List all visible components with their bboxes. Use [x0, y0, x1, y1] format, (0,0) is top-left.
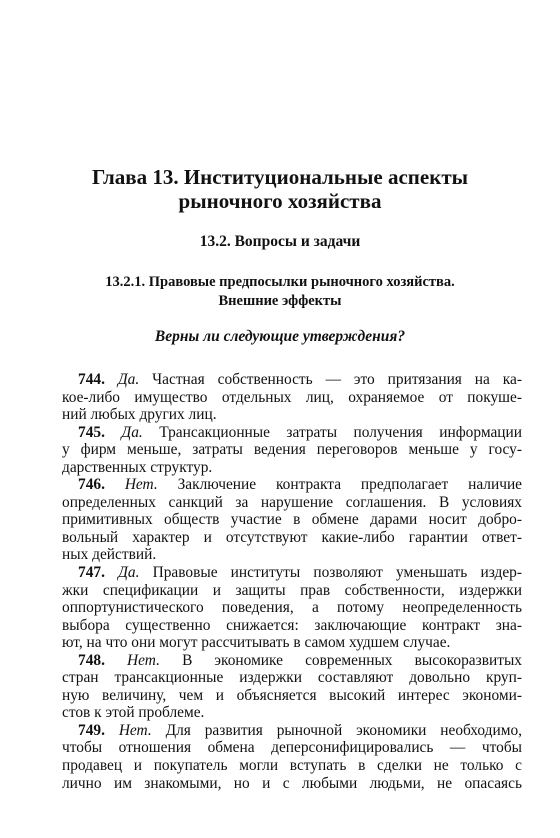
item-number: 747.: [78, 564, 105, 582]
item-number: 746.: [78, 476, 105, 494]
answer-line: продавец и покупатель могли вступать в сделки не только с: [62, 757, 522, 775]
answer-line: кое-либо имущество отдельных лиц, охраняемое от покуше-: [62, 388, 522, 406]
answer-line: вольный характер и отсутствуют какие-либо гарантии ответ-: [62, 528, 522, 546]
answer-line: стов к этой проблеме.: [62, 704, 205, 722]
answers-body: [62, 371, 522, 792]
subsection-title: [0, 273, 560, 311]
answer-line: ную величину, чем и объясняется высокий интерес экономи-: [62, 686, 522, 704]
item-answer: Да.: [118, 564, 140, 582]
item-text: В экономике современных высокоразвитых: [182, 651, 522, 669]
item-text: Правовые институты позволяют уменьшать издер-: [152, 564, 522, 582]
item-number: 748.: [78, 651, 105, 669]
item-answer: Нет.: [127, 651, 160, 669]
answer-line: определенных санкций за нарушение соглашения. В условиях: [62, 493, 522, 511]
subsection-title-line-1: 13.2.1. Правовые предпосылки рыночного хозяйства.: [105, 274, 455, 290]
item-answer: Да.: [121, 423, 143, 441]
item-text: Трансакционные затраты получения информации: [159, 423, 523, 441]
answer-line: [62, 652, 522, 670]
item-text: Частная собственность — это притязания на ка-: [152, 371, 523, 388]
answer-line: лично им знакомыми, но и с любыми людьми, не опасаясь: [62, 774, 522, 792]
answer-line: примитивных обществ участие в обмене дарами носит добро-: [62, 511, 522, 529]
answer-line: жки спецификации и защиты прав собственности, издержки: [62, 581, 522, 599]
item-number: 745.: [78, 423, 105, 441]
answer-line: дарственных структур.: [62, 458, 213, 476]
answer-line: [62, 564, 522, 582]
question-heading: Верны ли следующие утверждения?: [154, 328, 406, 345]
section-title: 13.2. Вопросы и задачи: [199, 233, 361, 250]
answer-line: оппортунистического поведения, а потому неопределенность: [62, 599, 522, 617]
chapter-title-line-1: Глава 13. Институциональные аспекты: [91, 165, 469, 189]
chapter-title: [0, 165, 560, 213]
item-text: Заключение контракта предполагает наличие: [177, 476, 523, 494]
answer-line: чтобы отношения обмена деперсонифицировались — чтобы: [62, 739, 522, 757]
item-answer: Нет.: [124, 476, 158, 494]
item-number: 749.: [78, 721, 105, 739]
answer-line: [62, 476, 522, 494]
item-answer: Нет.: [118, 721, 152, 739]
answer-line: ют, на что они могут рассчитывать в самом худшем случае.: [62, 634, 451, 652]
item-text: Для развития рыночной экономики необходимо,: [165, 721, 522, 739]
chapter-title-line-2: рыночного хозяйства: [178, 189, 382, 213]
answer-line: выбора существенно снижается: заключающие контракт зна-: [62, 616, 522, 634]
answer-line: [62, 371, 522, 389]
answer-line: [62, 722, 522, 740]
item-number: 744.: [78, 371, 105, 388]
answer-line: ных действий.: [62, 546, 157, 564]
item-answer: Да.: [117, 371, 140, 388]
answer-line: ний любых других лиц.: [62, 406, 217, 424]
subsection-title-line-2: Внешние эффекты: [218, 293, 342, 309]
answer-line: стран трансакционные издержки составляют довольно круп-: [62, 669, 522, 687]
answer-line: [62, 424, 522, 442]
answer-line: у фирм меньше, затраты ведения переговоров меньше у госу-: [62, 441, 522, 459]
